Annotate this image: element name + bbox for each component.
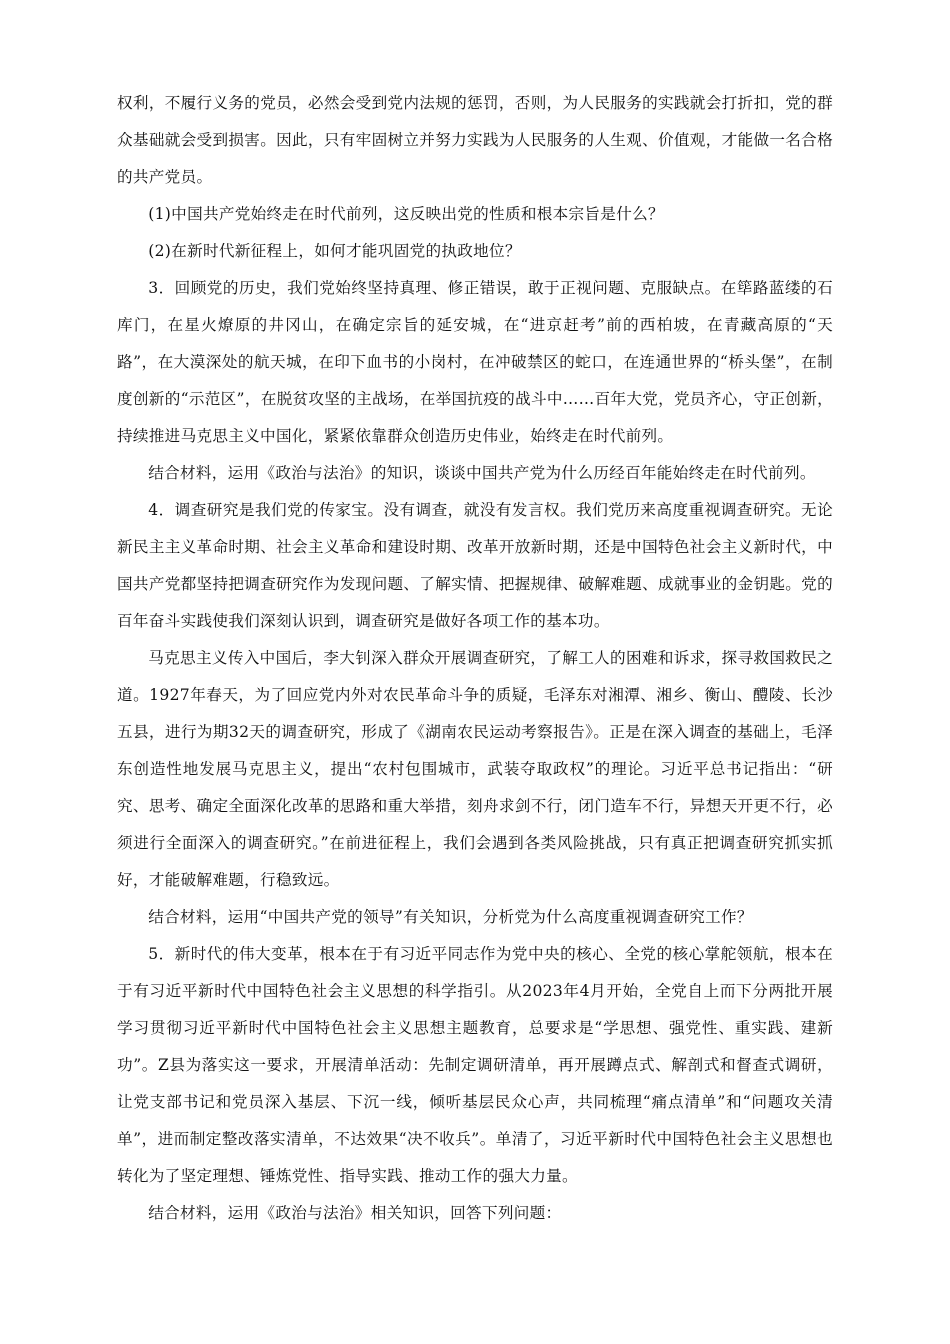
material-4-history-examples: 马克思主义传入中国后，李大钊深入群众开展调查研究，了解工人的困难和诉求，探寻救国救民之道。1927年春天，为了回应党内外对农民革命斗争的质疑，毛泽东对湘潭、湘乡、衡山、醴陵、长沙五县，进行为期32天的调查研究，形成了《湖南农民运动考察报告》。正是在深入调查的基础上，毛泽东创造性地发展马克思主义，提出“农村包围城市，武装夺取政权”的理论。习近平总书记指出：“研究、思考、确定全面深化改革的思路和重大举措，刻舟求剑不行，闭门造车不行，异想天开更不行，必须进行全面深入的调查研究。”在前进征程上，我们会遇到各类风险挑战，只有真正把调查研究抓实抓好，才能破解难题，行稳致远。	[117, 649, 833, 889]
question-2-ruling-status: (2)在新时代新征程上，如何才能巩固党的执政地位？	[148, 242, 521, 260]
material-5-new-era: 5．新时代的伟大变革，根本在于有习近平同志作为党中央的核心、全党的核心掌舵领航，根本在于有习近平新时代中国特色社会主义思想的科学指引。从2023年4月开始，全党自上而下分两批开展学习贯彻习近平新时代中国特色社会主义思想主题教育，总要求是“学思想、强党性、重实践、建新功”。Z县为落实这一要求，开展清单活动：先制定调研清单，再开展蹲点式、解剖式和督查式调研，让党支部书记和党员深入基层、下沉一线，倾听基层民众心声，共同梳理“痛点清单”和“问题攻关清单”，进而制定整改落实清单，不达效果“决不收兵”。单清了，习近平新时代中国特色社会主义思想也转化为了坚定理想、锤炼党性、指导实践、推动工作的强大力量。	[117, 945, 833, 1185]
question-1-nature-and-purpose: (1)中国共产党始终走在时代前列，这反映出党的性质和根本宗旨是什么？	[148, 205, 664, 223]
material-3-party-history: 3．回顾党的历史，我们党始终坚持真理、修正错误，敢于正视问题、克服缺点。在筚路蓝缕的石库门，在星火燎原的井冈山，在确定宗旨的延安城，在“进京赶考”前的西柏坡，在青藏高原的“天路”，在大漠深处的航天城，在印下血书的小岗村，在冲破禁区的蛇口，在连通世界的“桥头堡”，在制度创新的“示范区”，在脱贫攻坚的主战场，在举国抗疫的战斗中……百年大党，党员齐心，守正创新，持续推进马克思主义中国化，紧紧依靠群众创造历史伟业，始终走在时代前列。	[117, 279, 833, 445]
paragraph-rights-obligations: 权利，不履行义务的党员，必然会受到党内法规的惩罚，否则，为人民服务的实践就会打折扣，党的群众基础就会受到损害。因此，只有牢固树立并努力实践为人民服务的人生观、价值观，才能做一名合格的共产党员。	[117, 94, 833, 186]
material-4-investigation: 4．调查研究是我们党的传家宝。没有调查，就没有发言权。我们党历来高度重视调查研究。无论新民主主义革命时期、社会主义革命和建设时期、改革开放新时期，还是中国特色社会主义新时代，中国共产党都坚持把调查研究作为发现问题、了解实情、把握规律、破解难题、成就事业的金钥匙。党的百年奋斗实践使我们深刻认识到，调查研究是做好各项工作的基本功。	[117, 501, 833, 630]
document-body	[117, 85, 833, 1232]
question-3-prompt: 结合材料，运用《政治与法治》的知识，谈谈中国共产党为什么历经百年能始终走在时代前列。	[148, 464, 816, 482]
question-5-prompt: 结合材料，运用《政治与法治》相关知识，回答下列问题：	[148, 1204, 562, 1222]
question-4-prompt: 结合材料，运用“中国共产党的领导”有关知识，分析党为什么高度重视调查研究工作？	[148, 908, 753, 926]
